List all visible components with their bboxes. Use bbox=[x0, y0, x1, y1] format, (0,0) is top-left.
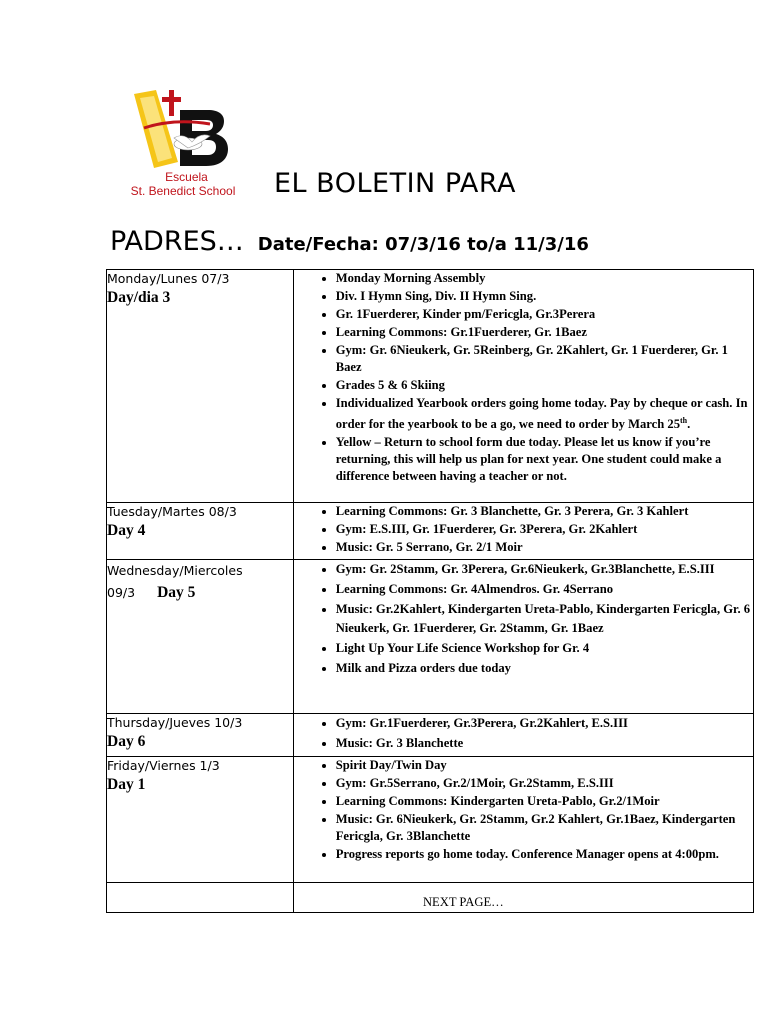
event-list bbox=[294, 714, 753, 753]
list-item: • Spirit Day/Twin Day bbox=[336, 757, 753, 774]
day-cell bbox=[107, 560, 294, 714]
list-item: • Learning Commons: Gr. 4Almendros. Gr. 4Serrano bbox=[336, 580, 753, 599]
event-list bbox=[294, 757, 753, 863]
superscript-th: th bbox=[680, 416, 688, 425]
logo-text-escuela: Escuela bbox=[165, 170, 208, 184]
page-title: EL BOLETIN PARA bbox=[274, 168, 516, 199]
day-cell bbox=[107, 270, 294, 503]
table-row-friday bbox=[107, 757, 754, 883]
list-item: • Monday Morning Assembly bbox=[336, 270, 753, 287]
list-item: • Music: Gr. 5 Serrano, Gr. 2/1 Moir bbox=[336, 539, 753, 556]
logo-text-school-name: St. Benedict School bbox=[130, 184, 236, 198]
school-logo bbox=[114, 88, 259, 200]
events-cell bbox=[293, 560, 753, 714]
event-list bbox=[294, 560, 753, 678]
events-cell bbox=[293, 503, 753, 560]
yearbook-text: Individualized Yearbook orders going home today. Pay by cheque or cash. In order for the yearbook to be a go, we need to order by March 25 bbox=[335, 396, 748, 432]
next-page-cell bbox=[293, 883, 753, 913]
day-name: Tuesday/Martes 08/3 bbox=[107, 504, 237, 519]
list-item: • Gr. 1Fuerderer, Kinder pm/Fericgla, Gr.3Perera bbox=[336, 306, 753, 323]
list-item: • Grades 5 & 6 Skiing bbox=[336, 377, 753, 394]
day-number: Day 1 bbox=[107, 776, 146, 793]
list-item: • Progress reports go home today. Conference Manager opens at 4:00pm. bbox=[336, 846, 753, 863]
day-name: Wednesday/Miercoles bbox=[107, 563, 243, 578]
table-row-tuesday bbox=[107, 503, 754, 560]
list-item: • Light Up Your Life Science Workshop for Gr. 4 bbox=[336, 639, 753, 658]
list-item: • Gym: Gr.1Fuerderer, Gr.3Perera, Gr.2Kahlert, E.S.III bbox=[336, 714, 753, 733]
day-number: Day 4 bbox=[107, 522, 146, 539]
day-cell bbox=[107, 714, 294, 757]
event-list bbox=[294, 503, 753, 556]
title-padres: PADRES… bbox=[110, 226, 244, 257]
empty-cell bbox=[107, 883, 294, 913]
list-item: • Gym: E.S.III, Gr. 1Fuerderer, Gr. 3Perera, Gr. 2Kahlert bbox=[336, 521, 753, 538]
list-item: • Milk and Pizza orders due today bbox=[336, 659, 753, 678]
table-row-monday bbox=[107, 270, 754, 503]
day-cell bbox=[107, 503, 294, 560]
events-cell bbox=[293, 714, 753, 757]
table-row-footer bbox=[107, 883, 754, 913]
list-item: • Music: Gr. 6Nieukerk, Gr. 2Stamm, Gr.2 Kahlert, Gr.1Baez, Kindergarten Fericgla, Gr. 3Blanchette bbox=[336, 811, 753, 845]
day-name: Monday/Lunes 07/3 bbox=[107, 271, 230, 286]
schedule-table bbox=[106, 269, 754, 913]
table-row-thursday bbox=[107, 714, 754, 757]
event-list bbox=[294, 270, 753, 485]
list-item: • Learning Commons: Gr.1Fuerderer, Gr. 1Baez bbox=[336, 324, 753, 341]
day-cell bbox=[107, 757, 294, 883]
day-date-line bbox=[107, 582, 293, 604]
list-item: • Gym: Gr.5Serrano, Gr.2/1Moir, Gr.2Stamm, E.S.III bbox=[336, 775, 753, 792]
next-page-text: NEXT PAGE… bbox=[422, 895, 504, 909]
page-title-line2 bbox=[110, 226, 589, 257]
list-item: • Learning Commons: Kindergarten Ureta-Pablo, Gr.2/1Moir bbox=[336, 793, 753, 810]
list-item: • Gym: Gr. 2Stamm, Gr. 3Perera, Gr.6Nieukerk, Gr.3Blanchette, E.S.III bbox=[336, 560, 753, 579]
date-range: Date/Fecha: 07/3/16 to/a 11/3/16 bbox=[257, 234, 589, 255]
events-cell bbox=[293, 757, 753, 883]
day-number: Day/dia 3 bbox=[107, 289, 171, 306]
day-number: Day 6 bbox=[107, 733, 146, 750]
list-item: • Gym: Gr. 6Nieukerk, Gr. 5Reinberg, Gr. 2Kahlert, Gr. 1 Fuerderer, Gr. 1 Baez bbox=[336, 342, 753, 376]
list-item: • Music: Gr.2Kahlert, Kindergarten Ureta-Pablo, Kindergarten Fericgla, Gr. 6 Nieukerk, Gr. 1Fuerderer, Gr. 2Stamm, Gr. 1Baez bbox=[336, 600, 753, 638]
day-name: Thursday/Jueves 10/3 bbox=[107, 715, 243, 730]
list-item: • Individualized Yearbook orders going home today. Pay by cheque or cash. In order for the yearbook to be a go, we need to order by March 25th. bbox=[336, 395, 753, 433]
list-item: • Learning Commons: Gr. 3 Blanchette, Gr. 3 Perera, Gr. 3 Kahlert bbox=[336, 503, 753, 520]
list-item: • Yellow – Return to school form due today. Please let us know if you’re returning, this will help us plan for next year. One student could make a difference between having a teacher or not. bbox=[336, 434, 753, 485]
events-cell bbox=[293, 270, 753, 503]
list-item: • Music: Gr. 3 Blanchette bbox=[336, 734, 753, 753]
list-item: • Div. I Hymn Sing, Div. II Hymn Sing. bbox=[336, 288, 753, 305]
school-crest-icon bbox=[114, 88, 259, 172]
day-date: 09/3 bbox=[107, 585, 136, 600]
day-name: Friday/Viernes 1/3 bbox=[107, 758, 220, 773]
table-row-wednesday bbox=[107, 560, 754, 714]
day-number: Day 5 bbox=[157, 584, 196, 601]
